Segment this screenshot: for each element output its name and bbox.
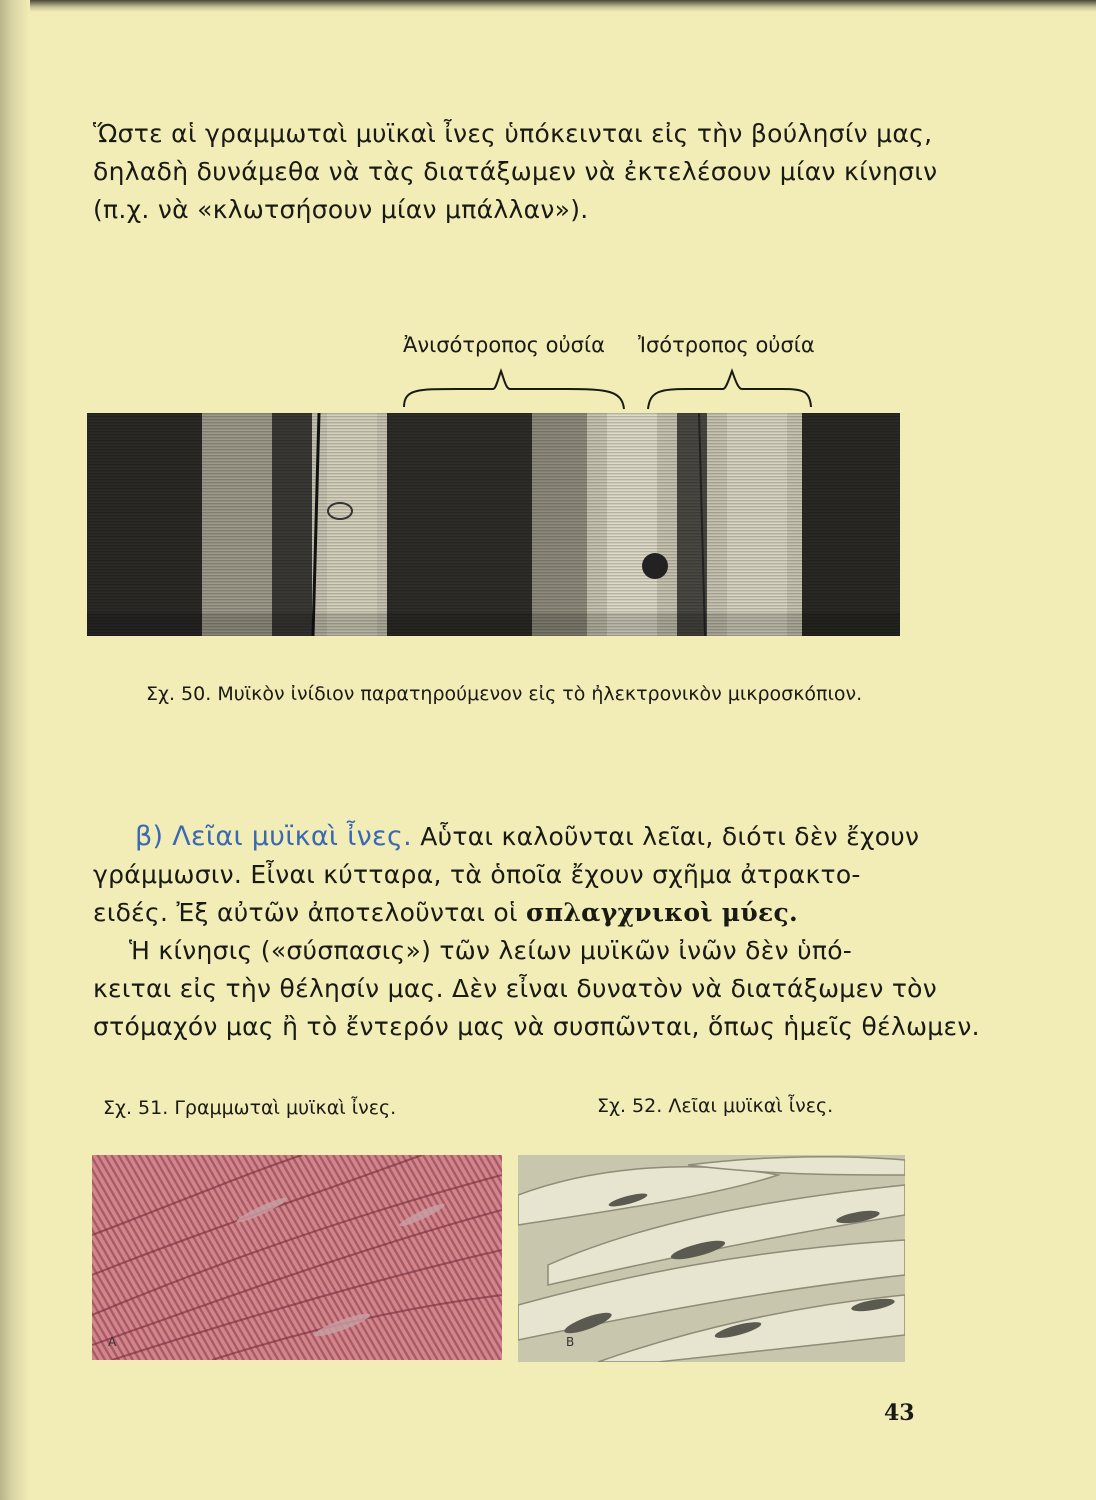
electron-micrograph-image [87,413,900,636]
anisotropic-label: Ἀνισότροπος οὐσία [403,333,605,357]
section-b-line-2: γράμμωσιν. Εἶναι κύτταρα, τὰ ὁποῖα ἔχουν σχῆμα ἀτρακτο- [93,860,861,889]
page-top-edge [0,0,1096,12]
section-b-line-6: στόμαχόν μας ἢ τὸ ἔντερόν μας νὰ συσπῶνται, ὅπως ἡμεῖς θέλωμεν. [93,1012,980,1041]
page-number: 43 [884,1400,915,1426]
figure-51-caption: Σχ. 51. Γραμμωταὶ μυϊκαὶ ἶνες. [103,1097,397,1119]
section-b-heading: β) Λεῖαι μυϊκαὶ ἶνες. [135,821,412,852]
figure-51-corner-letter: A [108,1335,117,1349]
intro-paragraph [93,115,937,229]
figure-52-corner-letter: B [566,1335,575,1349]
isotropic-label: Ἰσότροπος οὐσία [638,333,815,357]
section-b-line-4: Ἡ κίνησις («σύσπασις») τῶν λείων μυϊκῶν ἰνῶν δὲν ὑπό- [129,936,853,965]
brace-icon [398,365,828,413]
section-b-body [93,856,980,1046]
isotropic-brace [648,371,811,409]
visceral-muscles-term: σπλαγχνικοὶ μύες. [526,898,798,927]
section-b-line-3 [93,894,980,932]
intro-line-2: δηλαδὴ δυνάμεθα νὰ τὰς διατάξωμεν νὰ ἐκτελέσουν μίαν κίνησιν [93,157,938,186]
anisotropic-brace [404,371,624,409]
figure-50-caption: Σχ. 50. Μυϊκὸν ἰνίδιον παρατηρούμενον εἰς τὸ ἠλεκτρονικὸν μικροσκόπιον. [146,683,863,705]
section-b-line-1-rest: Αὗται καλοῦνται λεῖαι, διότι δὲν ἔχουν [420,822,920,851]
section-b-line-3-start: ειδές. Ἐξ αὐτῶν ἀποτελοῦνται οἱ [93,898,527,927]
section-b-line-5: κειται εἰς τὴν θέλησίν μας. Δὲν εἶναι δυνατὸν νὰ διατάξωμεν τὸν [93,974,938,1003]
intro-line-1: Ὥστε αἱ γραμμωταὶ μυϊκαὶ ἶνες ὑπόκεινται εἰς τὴν βούλησίν μας, [93,119,933,148]
intro-line-3: (π.χ. νὰ «κλωτσήσουν μίαν μπάλλαν»). [93,195,589,224]
page-left-edge [0,0,30,1500]
smooth-muscle-image [518,1155,905,1362]
figure-52-caption: Σχ. 52. Λεῖαι μυϊκαὶ ἶνες. [597,1095,834,1117]
striated-muscle-image [92,1155,502,1360]
section-b-first-line [135,818,919,856]
